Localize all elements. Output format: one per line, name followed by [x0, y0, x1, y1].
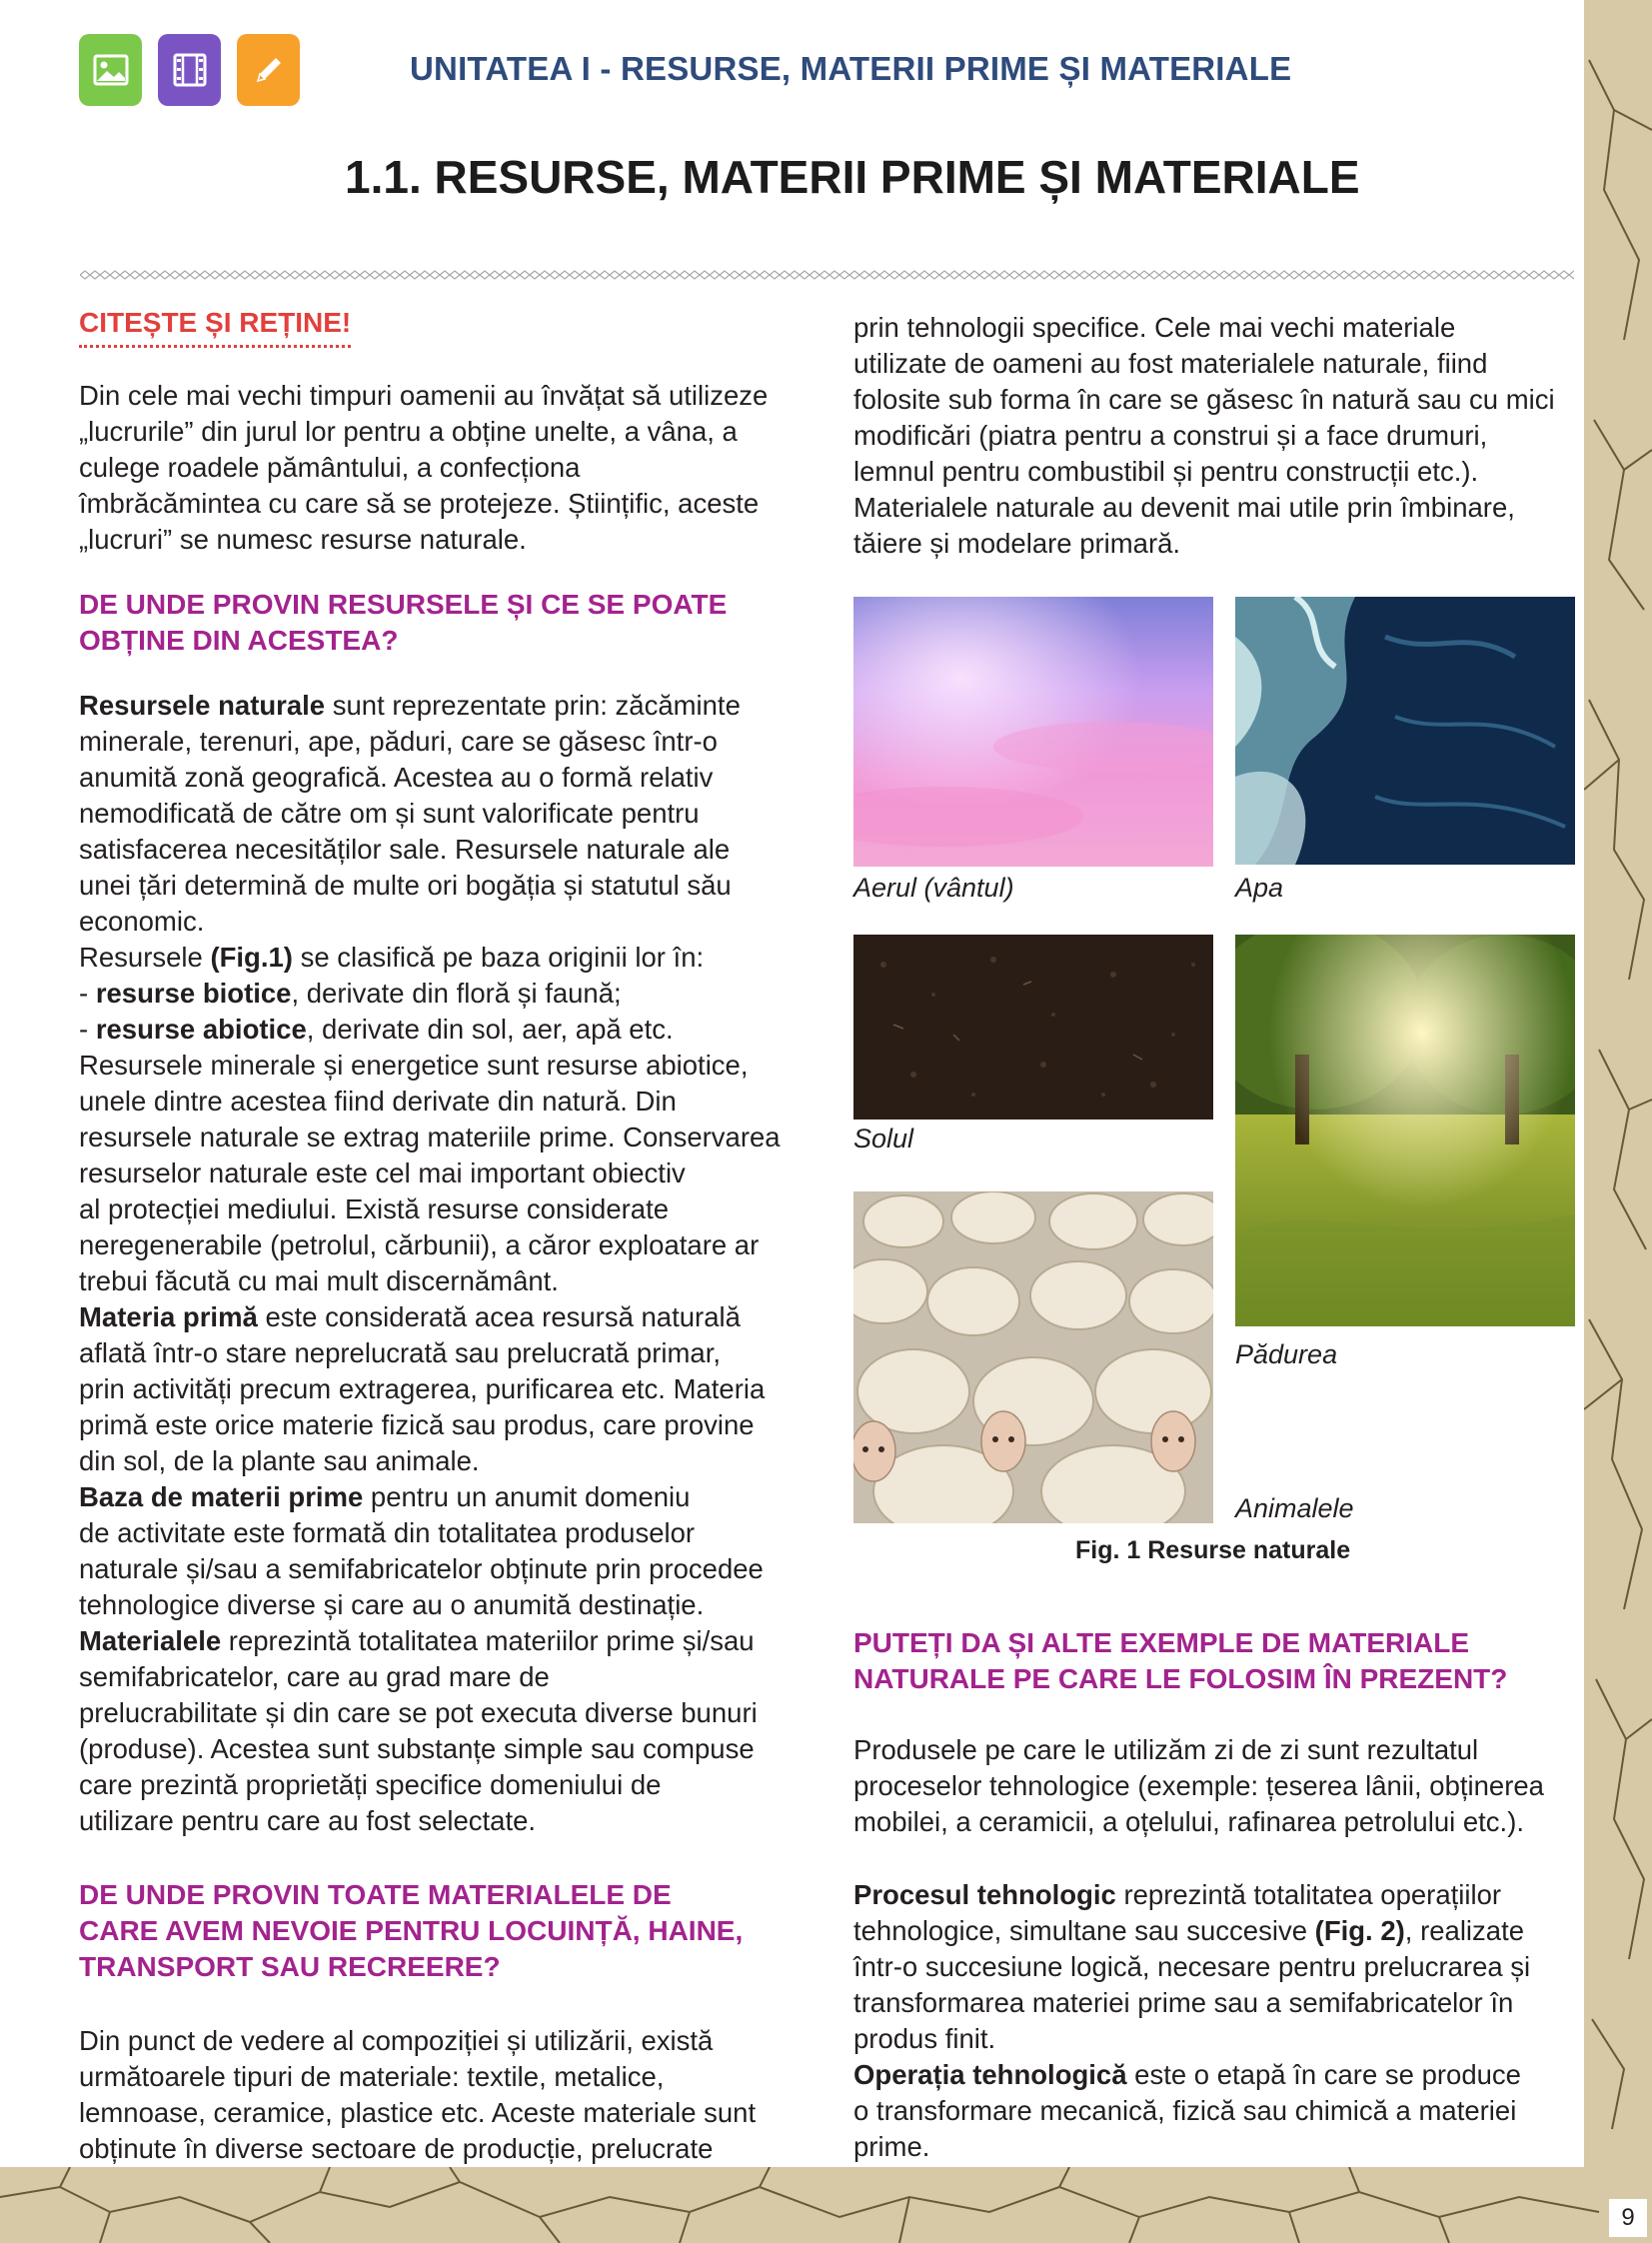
question-heading-examples: PUTEȚI DA ȘI ALTE EXEMPLE DE MATERIALE NATURALE PE CARE LE FOLOSIM ÎN PREZENT?	[853, 1627, 1508, 1694]
caption-water: Apa	[1235, 873, 1284, 903]
water-sea-photo	[1235, 597, 1575, 865]
animals-sheep-photo	[853, 1191, 1213, 1523]
caption-forest: Pădurea	[1235, 1339, 1338, 1369]
cracked-earth-border-bottom	[0, 2167, 1652, 2243]
forest-photo	[1235, 935, 1575, 1326]
process-paragraph: Procesul tehnologic reprezintă totalitatea operațiilor tehnologice, simultane sau succesive (Fig. 2), realizate într-o succesiune logică, necesare pentru prelucrarea și transformarea materiei prime sau a semifabricatelor în produs finit. Operația tehnologică este o etapă în care se produce o transformare mecanică, fizică sau chimică a materiei prime.	[853, 1879, 1531, 2162]
cracked-earth-border-right	[1584, 0, 1652, 2243]
air-sky-photo	[853, 597, 1213, 867]
page-number: 9	[1609, 2199, 1647, 2237]
image-icon[interactable]	[79, 34, 142, 106]
film-icon[interactable]	[158, 34, 221, 106]
read-and-remember-label: CITEȘTE ȘI REȚINE!	[79, 307, 351, 348]
soil-photo	[853, 935, 1213, 1120]
question-heading-materials: DE UNDE PROVIN TOATE MATERIALELE DE CARE AVEM NEVOIE PENTRU LOCUINȚĂ, HAINE, TRANSPORT SAU RECREERE?	[79, 1879, 744, 1982]
unit-title: UNITATEA I - RESURSE, MATERII PRIME ȘI MATERIALE	[410, 50, 1292, 87]
lesson-title: 1.1. RESURSE, MATERII PRIME ȘI MATERIALE	[345, 151, 1360, 203]
decorative-divider	[80, 268, 1574, 280]
continuation-paragraph: prin tehnologii specifice. Cele mai vechi materiale utilizate de oameni au fost materialele naturale, fiind folosite sub forma în care se găsesc în natură sau cu mici modificări (piatra pentru a construi și a face drumuri, lemnul pentru combustibil și pentru construcții etc.). Materialele naturale au devenit mai utile prin îmbinare, tăiere și modelare primară.	[853, 312, 1555, 559]
caption-animals: Animalele	[1235, 1493, 1354, 1523]
products-paragraph: Produsele pe care le utilizăm zi de zi sunt rezultatul proceselor tehnologice (exemple: țeserea lânii, obținerea mobilei, a ceramicii, a oțelului, rafinarea petrolului etc.).	[853, 1734, 1544, 1837]
caption-air: Aerul (vântul)	[853, 873, 1014, 903]
main-body-left: Resursele naturale sunt reprezentate prin: zăcăminte minerale, terenuri, ape, păduri, care se găsesc într-o anumită zonă geografică. Acestea au o formă relativ nemodificată de către om și sunt valorificate pentru satisfacerea necesităților sale. Resursele naturale ale unei țări determină de multe ori bogăția și statutul său economic. Resursele (Fig.1) se clasifică pe baza originii lor în: - resurse biotice, derivate din floră și faună; - resurse abiotice, derivate din sol, aer, apă etc. Resursele minerale și energetice sunt resurse abiotice, unele dintre acestea fiind derivate din natură. Din resursele naturale se extrag materiile prime. Conservarea resurselor naturale este cel mai important obiectiv al protecției mediului. Există resurse considerate neregenerabile (petrolul, cărbunii), a căror exploatare ar trebui făcută cu mai mult discernământ. Materia primă este considerată acea resursă naturală aflată într-o stare neprelucrată sau prelucrată primar, prin activități precum extragerea, purificarea etc. Materia primă este orice materie fizică sau produs, care provine din sol, de la plante sau animale. Baza de materii prime pentru un anumit domeniu de activitate este formată din totalitatea produselor naturale și/sau a semifabricatelor obținute prin procedee tehnologice diverse și care au o anumită destinație. Materialele reprezintă totalitatea materiilor prime și/sau semifabricatelor, care au grad mare de prelucrabilitate și din care se pot executa diverse bunuri (produse). Acestea sunt substanțe simple sau compuse care prezintă proprietăți specifice domeniului de utilizare pentru care au fost selectate.	[79, 690, 781, 1836]
intro-paragraph: Din cele mai vechi timpuri oamenii au învățat să utilizeze „lucrurile” din jurul lor pentru a obține unelte, a vâna, a culege roadele pământului, a confecționa îmbrăcămintea cu care să se protejeze. Științific, aceste „lucruri” se numesc resurse naturale.	[79, 380, 769, 555]
materials-paragraph: Din punct de vedere al compoziției și utilizării, există următoarele tipuri de materiale: textile, metalice, lemnoase, ceramice, plastice etc. Aceste materiale sunt obținute în diverse sectoare de producție, prelucrate	[79, 2025, 757, 2164]
figure-caption: Fig. 1 Resurse naturale	[1075, 1536, 1351, 1564]
question-heading-resources: DE UNDE PROVIN RESURSELE ȘI CE SE POATE OBȚINE DIN ACESTEA?	[79, 589, 728, 656]
caption-soil: Solul	[853, 1123, 914, 1153]
pencil-icon[interactable]	[237, 34, 300, 106]
